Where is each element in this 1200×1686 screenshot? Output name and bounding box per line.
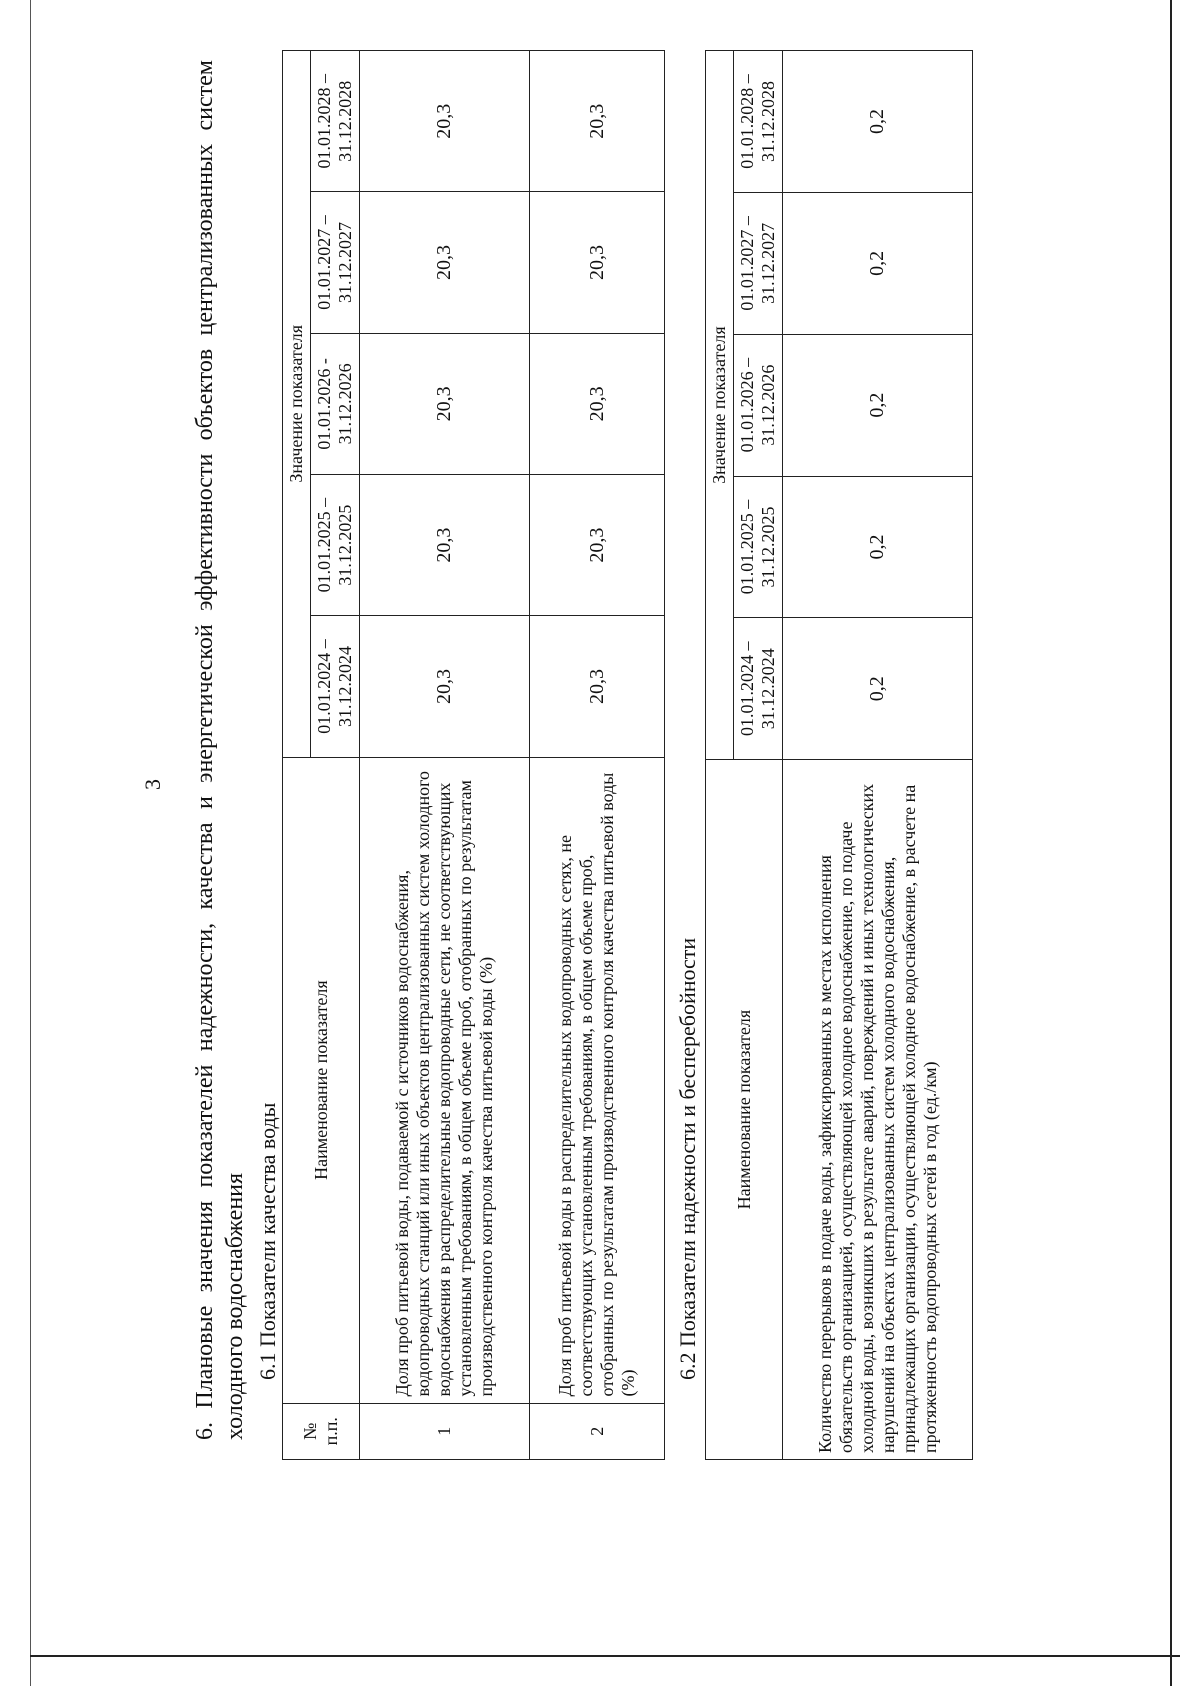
period-header: 01.01.2028 – 31.12.2028 — [311, 51, 360, 192]
period-header: 01.01.2027 – 31.12.2027 — [311, 192, 360, 333]
table-row — [530, 51, 665, 1460]
period-header: 01.01.2025 – 31.12.2025 — [311, 475, 360, 616]
indicator-value: 20,3 — [530, 192, 665, 333]
period-header: 01.01.2027 – 31.12.2027 — [734, 192, 783, 334]
document-heading: 6. Плановые значения показателей надежности, качества и энергетической эффективности объектов централизованных систем холодного водоснабжения — [192, 60, 248, 1440]
rotated-content — [120, 0, 1120, 1560]
period-header: 01.01.2024 – 31.12.2024 — [734, 618, 783, 760]
indicator-value: 20,3 — [360, 333, 530, 474]
scan-edge-left — [30, 0, 31, 1686]
indicator-value: 20,3 — [360, 51, 530, 192]
indicator-name: Количество перерывов в подаче воды, зафиксированных в местах исполнения обязательств организацией, осуществляющей холодное водоснабжение, по подаче холодной воды, возникших в результате аварий, повреждений и иных технологических нарушений на объектах централизованных систем холодного водоснабжения, принадлежащих организации, осуществляющей холодное водоснабжение, в расчете на протяженность водопроводных сетей в год (ед./км) — [783, 760, 973, 1460]
table-header-row — [706, 51, 734, 1460]
page-number: 3 — [140, 779, 165, 790]
row-number: 2 — [530, 1403, 665, 1459]
indicator-value: 20,3 — [530, 616, 665, 757]
water-quality-table — [282, 50, 665, 1460]
row-number: 1 — [360, 1403, 530, 1459]
section-2-title: 6.2 Показатели надежности и бесперебойности — [675, 937, 700, 1380]
period-header: 01.01.2026 – 31.12.2026 — [734, 334, 783, 476]
indicator-value: 20,3 — [360, 616, 530, 757]
indicator-name: Доля проб питьевой воды, подаваемой с источников водоснабжения, водопроводных станций или иных объектов централизованных систем холодного водоснабжения в распределительные водопроводные сети, не соответствующих установленным требованиям, в общем объеме проб, отобранных по результатам производственного контроля качества питьевой воды (%) — [360, 757, 530, 1403]
col-name-header: Наименование показателя — [283, 757, 360, 1403]
indicator-value: 20,3 — [530, 333, 665, 474]
col-name-header: Наименование показателя — [706, 760, 783, 1460]
period-header: 01.01.2024 – 31.12.2024 — [311, 616, 360, 757]
indicator-value: 0,2 — [783, 192, 973, 334]
table-row — [360, 51, 530, 1460]
scan-edge-right — [1170, 0, 1172, 1686]
indicator-value: 20,3 — [530, 51, 665, 192]
period-header: 01.01.2026 - 31.12.2026 — [311, 333, 360, 474]
period-header: 01.01.2028 – 31.12.2028 — [734, 51, 783, 193]
indicator-value: 0,2 — [783, 476, 973, 618]
indicator-value: 0,2 — [783, 334, 973, 476]
section-1-title: 6.1 Показатели качества воды — [255, 1102, 280, 1380]
indicator-value: 0,2 — [783, 618, 973, 760]
scan-edge-bottom — [30, 1655, 1180, 1657]
table-row — [783, 51, 973, 1460]
indicator-value: 20,3 — [360, 192, 530, 333]
reliability-table — [705, 50, 973, 1460]
table-header-row — [283, 51, 311, 1460]
period-header: 01.01.2025 – 31.12.2025 — [734, 476, 783, 618]
indicator-name: Доля проб питьевой воды в распределительных водопроводных сетях, не соответствующих установленным требованиям, в общем объеме проб, отобранных по результатам производственного контроля качества питьевой воды (%) — [530, 757, 665, 1403]
col-num-header: № п.п. — [283, 1403, 360, 1459]
indicator-value: 20,3 — [360, 475, 530, 616]
indicator-value: 0,2 — [783, 51, 973, 193]
col-values-header: Значение показателя — [706, 51, 734, 760]
indicator-value: 20,3 — [530, 475, 665, 616]
col-values-header: Значение показателя — [283, 51, 311, 758]
